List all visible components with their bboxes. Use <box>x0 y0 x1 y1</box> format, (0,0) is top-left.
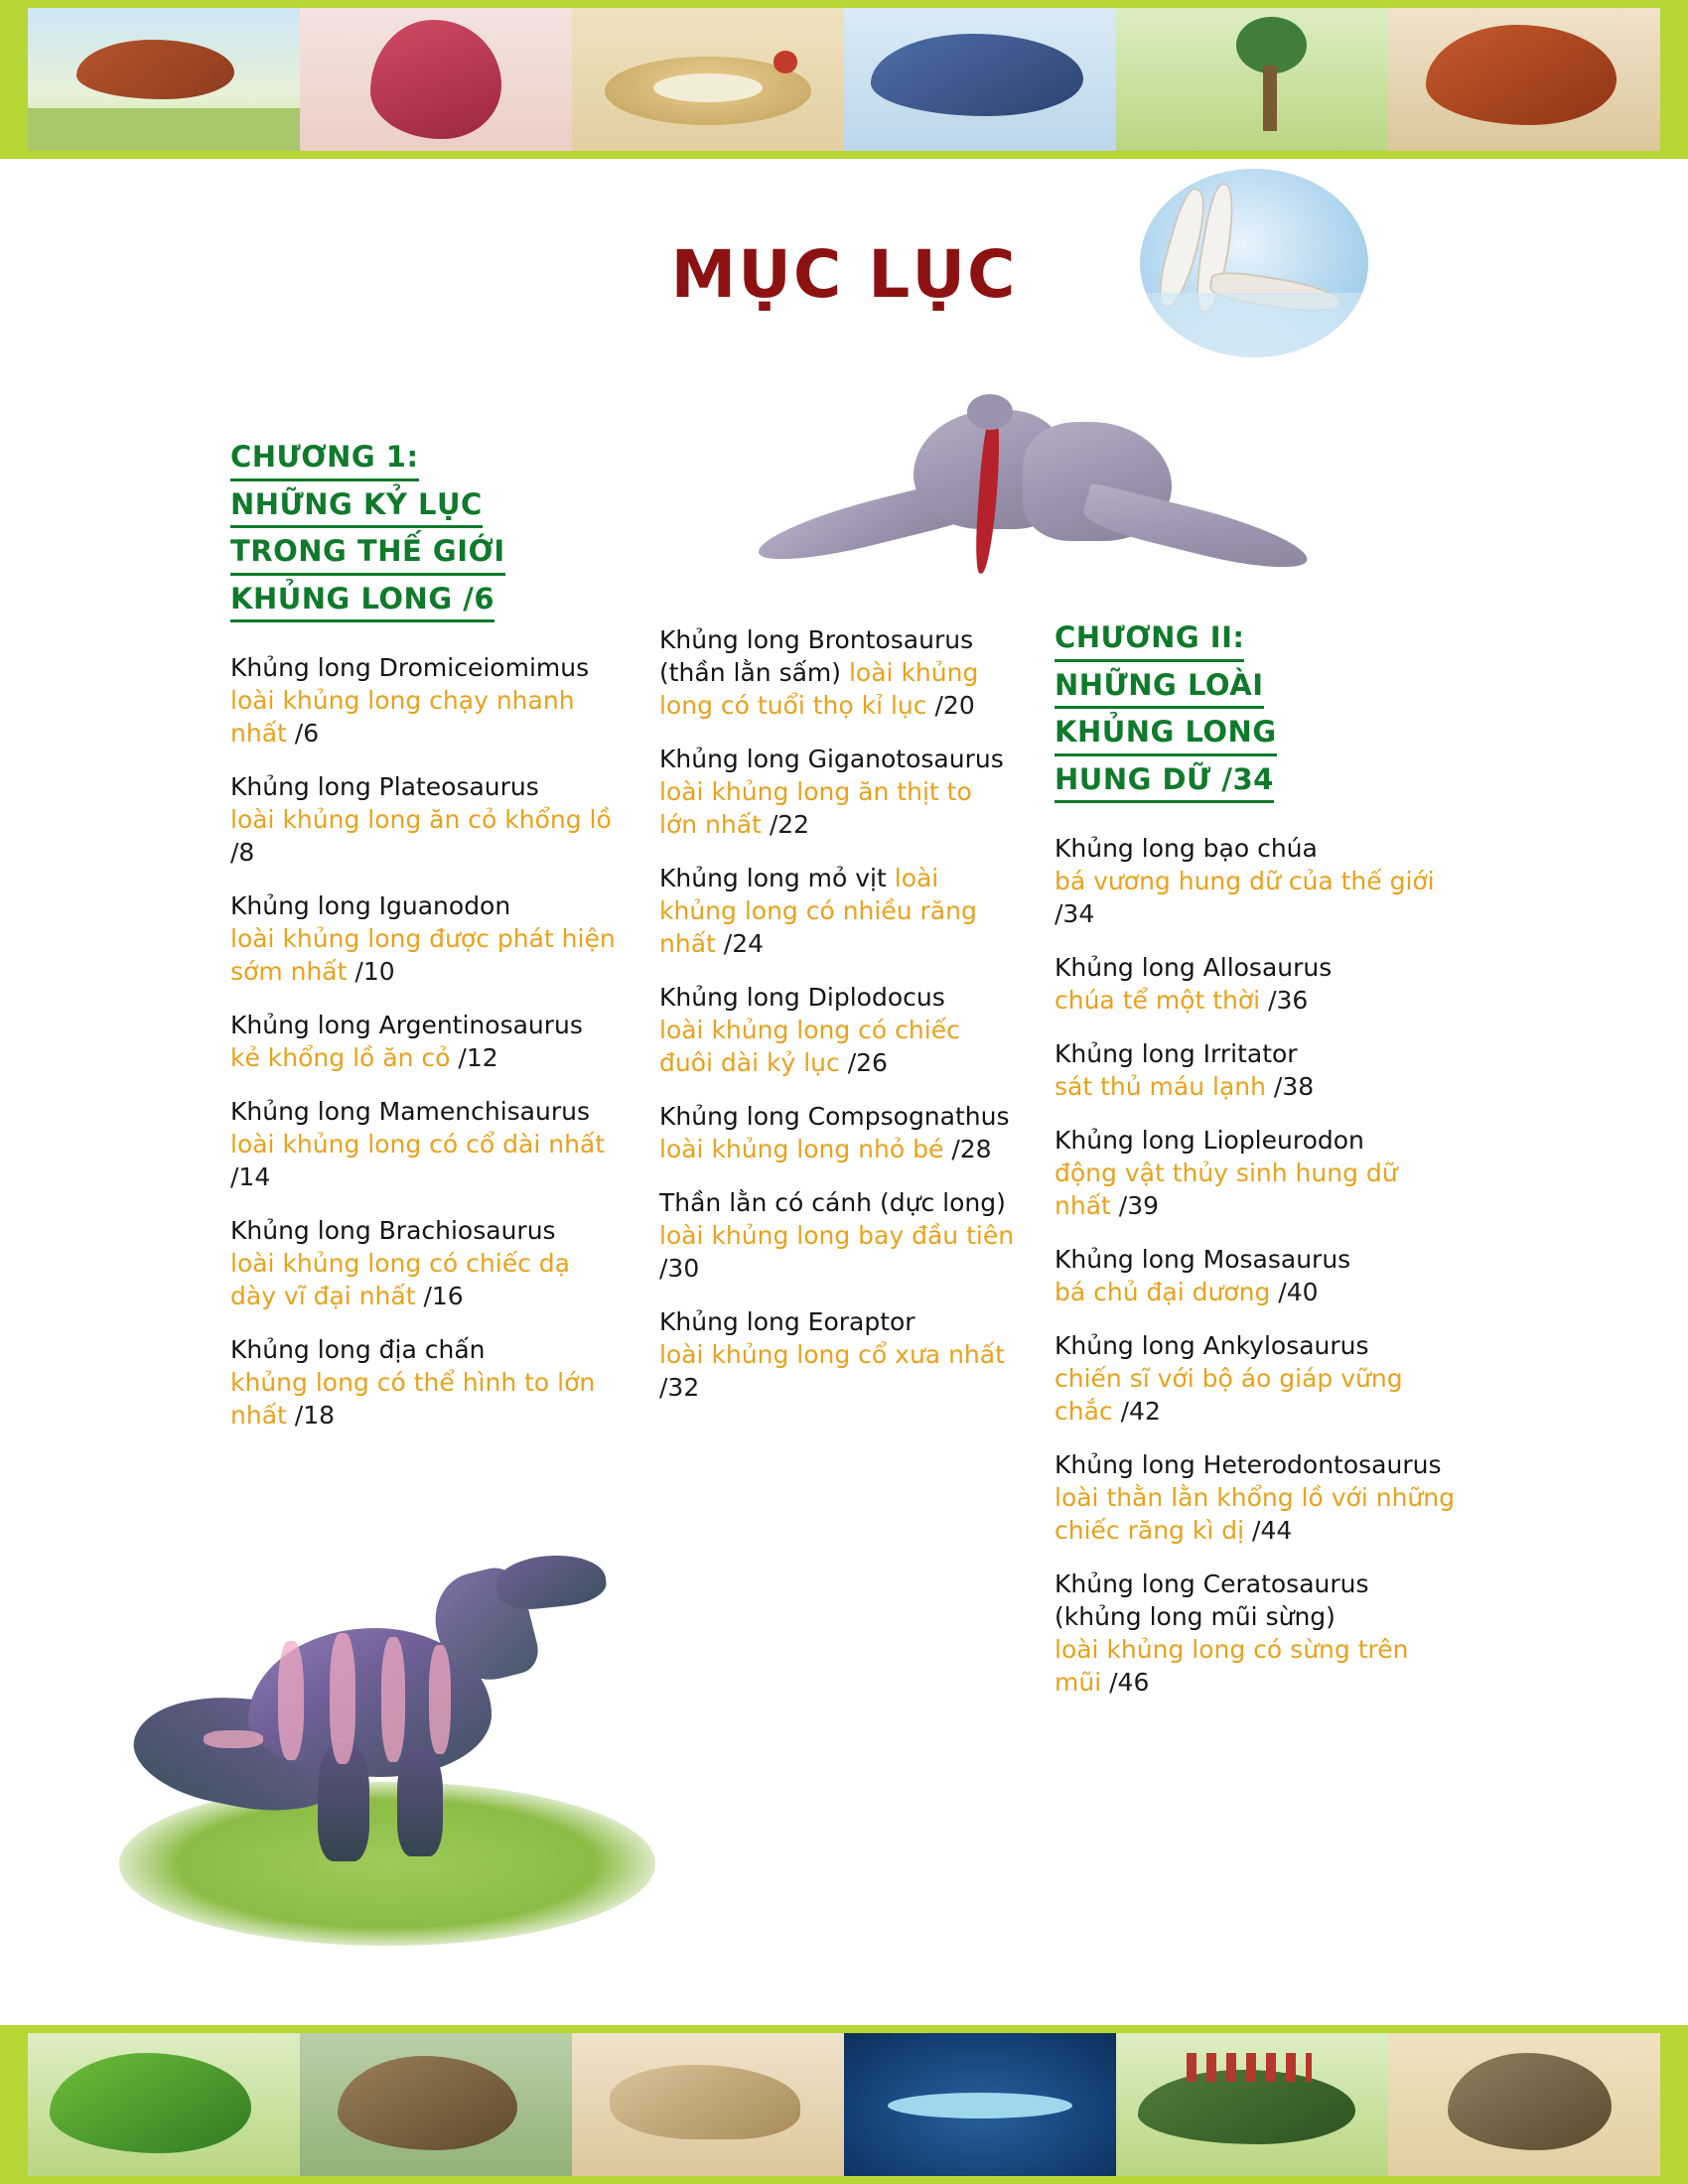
toc-column-2 <box>659 437 1017 1425</box>
toc-entry[interactable] <box>659 623 1017 722</box>
entry-name: Khủng long bạo chúa <box>1055 834 1318 864</box>
entry-name: Khủng long Plateosaurus <box>230 772 539 802</box>
sauropod-icon <box>76 40 234 99</box>
entry-name: Khủng long Allosaurus <box>1055 953 1333 983</box>
bottom-band-scene-stegosaur <box>1116 2033 1388 2176</box>
entry-name: Khủng long Ankylosaurus <box>1055 1331 1369 1361</box>
entry-name: Khủng long Irritator <box>1055 1039 1298 1069</box>
entry-desc: loài khủng long ăn cỏ khổng lồ <box>230 805 612 835</box>
entry-name: Khủng long địa chấn <box>230 1335 486 1365</box>
entry-desc: kẻ khổng lồ ăn cỏ <box>230 1043 451 1073</box>
theropod-icon <box>871 34 1083 117</box>
eggs-icon <box>653 73 763 102</box>
illustration-ground-decor <box>119 1782 655 1946</box>
marine-reptile-icon <box>888 2093 1072 2118</box>
toc-entry[interactable] <box>1055 1124 1462 1222</box>
top-band-scene-tree <box>1116 8 1388 151</box>
tree-trunk-icon <box>1263 66 1277 131</box>
toc-entry[interactable] <box>230 651 620 750</box>
entry-name: Khủng long Liopleurodon <box>1055 1126 1364 1156</box>
entry-name: Khủng long Brachiosaurus <box>230 1216 556 1246</box>
dino-stripe-icon <box>429 1645 451 1754</box>
dino-tail-stripe-icon <box>204 1730 263 1748</box>
green-lizard-icon <box>50 2053 251 2153</box>
entry-desc: loài khủng long nhỏ bé <box>659 1135 944 1163</box>
stegosaur-plates-icon <box>1187 2053 1312 2082</box>
entry-name: Khủng long Compsognathus <box>659 1102 1010 1131</box>
entry-page: /44 <box>1252 1516 1293 1546</box>
top-band-scene-red-theropod <box>1388 8 1660 151</box>
toc-entry[interactable] <box>230 1214 620 1312</box>
hadrosaur-icon <box>370 20 501 140</box>
chapter-2-line-3: KHỦNG LONG <box>1055 712 1277 756</box>
chapter-1-line-1: CHƯƠNG 1: <box>230 437 419 481</box>
hadrosaur-illustration <box>109 1534 665 1951</box>
entry-name: Khủng long mỏ vịt <box>659 864 887 892</box>
entry-desc: bá chủ đại dương <box>1055 1278 1271 1307</box>
bottom-band-scene-green-lizard <box>28 2033 300 2176</box>
entry-name: Thần lằn có cánh (dực long) <box>659 1188 1006 1217</box>
pterosaur-badge <box>1140 169 1368 357</box>
entry-desc: chúa tể một thời <box>1055 986 1261 1016</box>
entry-page: /34 <box>1055 899 1095 929</box>
skull-fossil-icon <box>610 2065 800 2139</box>
entry-page: /24 <box>723 929 764 958</box>
chapter-1-line-4: KHỦNG LONG /6 <box>230 579 494 623</box>
entry-page: /26 <box>847 1048 888 1077</box>
entry-page: /8 <box>230 838 255 868</box>
entry-page: /39 <box>1118 1191 1159 1221</box>
entry-page: /22 <box>769 810 810 839</box>
chapter-1-heading <box>230 437 620 625</box>
toc-entry[interactable] <box>230 1095 620 1193</box>
bottom-decorative-band <box>0 2025 1688 2184</box>
entry-name: Khủng long Argentinosaurus <box>230 1011 583 1040</box>
dino-head-icon <box>494 1550 609 1612</box>
chapter-2-line-2: NHỮNG LOÀI <box>1055 665 1264 710</box>
toc-entry[interactable] <box>1055 951 1462 1017</box>
bottom-band-scene-raptor <box>1388 2033 1660 2176</box>
entry-name: Khủng long Eoraptor <box>659 1307 915 1336</box>
bottom-band-scene-marine-reptile <box>844 2033 1116 2176</box>
entry-desc: loài khủng long chạy nhanh nhất <box>230 686 575 749</box>
entry-desc: loài khủng long có sừng trên mũi <box>1055 1635 1409 1698</box>
red-theropod-icon <box>1426 25 1617 125</box>
entry-page: /30 <box>659 1254 700 1283</box>
bottom-band-scene-dome-head <box>300 2033 572 2176</box>
entry-desc: chiến sĩ với bộ áo giáp vững chắc <box>1055 1364 1403 1427</box>
toc-entry[interactable] <box>230 770 620 869</box>
dino-stripe-icon <box>381 1637 405 1762</box>
entry-desc: loài khủng long có chiếc dạ dày vĩ đại nhất <box>230 1249 570 1311</box>
entry-desc: loài khủng long cổ xưa nhất <box>659 1340 1005 1369</box>
entry-desc: loài khủng long có chiếc đuôi dài kỷ lục <box>659 1016 960 1077</box>
chapter-2-line-1: CHƯƠNG II: <box>1055 617 1244 662</box>
entry-page: /38 <box>1273 1072 1315 1102</box>
entry-page: /36 <box>1268 986 1309 1016</box>
raptor-icon <box>1448 2053 1611 2150</box>
entry-name: Khủng long Diplodocus <box>659 983 945 1012</box>
chapter-1-line-2: NHỮNG KỶ LỤC <box>230 484 483 529</box>
entry-desc: loài khủng long bay đầu tiên <box>659 1221 1015 1250</box>
entry-desc: loài khủng long có nhiều răng nhất <box>659 864 977 958</box>
top-band-strip <box>28 8 1660 151</box>
dino-leg-back-icon <box>397 1747 443 1856</box>
entry-desc: bá vương hung dữ của thế giới <box>1055 867 1435 896</box>
toc-column-1 <box>230 437 620 1452</box>
toc-entry[interactable] <box>1055 832 1462 930</box>
toc-entry[interactable] <box>230 1333 620 1432</box>
chapter-1-line-3: TRONG THẾ GIỚI <box>230 531 505 576</box>
toc-entry[interactable] <box>659 1186 1017 1285</box>
entry-page: /46 <box>1109 1668 1150 1698</box>
entry-page: /40 <box>1278 1278 1319 1307</box>
toc-entry[interactable] <box>659 981 1017 1079</box>
entry-desc: khủng long có thể hình to lớn nhất <box>230 1368 596 1431</box>
toc-entry[interactable] <box>1055 1568 1462 1699</box>
entry-page: /10 <box>354 957 395 987</box>
ptero-head-icon <box>967 394 1013 430</box>
entry-page: /12 <box>458 1043 498 1073</box>
ground-decor <box>28 108 300 151</box>
dino-stripe-icon <box>278 1641 304 1760</box>
toc-entry[interactable] <box>659 1305 1017 1404</box>
dino-stripe-icon <box>330 1633 355 1764</box>
bottom-band-strip <box>28 2033 1660 2176</box>
entry-desc: động vật thủy sinh hung dữ nhất <box>1055 1159 1398 1221</box>
entry-desc: sát thủ máu lạnh <box>1055 1072 1266 1102</box>
entry-name: Khủng long Dromiceiomimus <box>230 653 590 683</box>
entry-desc: loài khủng long ăn thịt to lớn nhất <box>659 777 972 839</box>
toc-entry[interactable] <box>230 889 620 988</box>
toc-entry[interactable] <box>230 1009 620 1074</box>
toc-entry[interactable] <box>659 1100 1017 1165</box>
entry-page: /16 <box>423 1282 464 1311</box>
entry-desc: loài thằn lằn khổng lồ với những chiếc răng kì dị <box>1055 1483 1455 1546</box>
entry-page: /6 <box>294 719 320 749</box>
toc-column-3 <box>1055 437 1462 1719</box>
bottom-band-scene-skull <box>572 2033 844 2176</box>
top-band-scene-nest <box>572 8 844 151</box>
toc-entry[interactable] <box>1055 1037 1462 1103</box>
toc-entry[interactable] <box>1055 1448 1462 1547</box>
toc-entry[interactable] <box>659 743 1017 841</box>
entry-page: /14 <box>230 1162 271 1192</box>
badge-cloud-decor <box>1140 293 1368 357</box>
top-decorative-band <box>0 0 1688 159</box>
dome-head-icon <box>338 2056 517 2150</box>
entry-name: Khủng long Brontosaurus (thần lằn sấm) <box>659 625 974 687</box>
entry-name: Khủng long Giganotosaurus <box>659 745 1004 773</box>
entry-name: Khủng long Mamenchisaurus <box>230 1097 590 1127</box>
chapter-2-line-4: HUNG DỮ /34 <box>1055 759 1274 804</box>
chapter-2-heading <box>1055 617 1462 806</box>
top-band-scene-hadrosaur <box>300 8 572 151</box>
entry-name: Khủng long Heterodontosaurus <box>1055 1450 1442 1480</box>
entry-page: /18 <box>294 1401 335 1431</box>
entry-page: /32 <box>659 1373 700 1402</box>
top-band-scene-theropod <box>844 8 1116 151</box>
toc-entry[interactable] <box>1055 1329 1462 1428</box>
entry-name: Khủng long Mosasaurus <box>1055 1245 1351 1275</box>
entry-desc: loài khủng long được phát hiện sớm nhất <box>230 924 616 987</box>
toc-entry[interactable] <box>659 862 1017 960</box>
entry-desc: loài khủng long có tuổi thọ kỉ lục <box>659 658 979 720</box>
entry-desc: loài khủng long có cổ dài nhất <box>230 1130 606 1160</box>
toc-entry[interactable] <box>1055 1243 1462 1308</box>
page-title: MỤC LỤC <box>670 236 1018 313</box>
entry-page: /20 <box>934 691 975 720</box>
top-band-scene-sauropod <box>28 8 300 151</box>
entry-name: Khủng long Iguanodon <box>230 891 511 921</box>
red-dot-icon <box>774 51 798 73</box>
entry-page: /28 <box>951 1135 992 1163</box>
entry-name: Khủng long Ceratosaurus (khủng long mũi sừng) <box>1055 1570 1369 1632</box>
entry-page: /42 <box>1120 1397 1161 1427</box>
